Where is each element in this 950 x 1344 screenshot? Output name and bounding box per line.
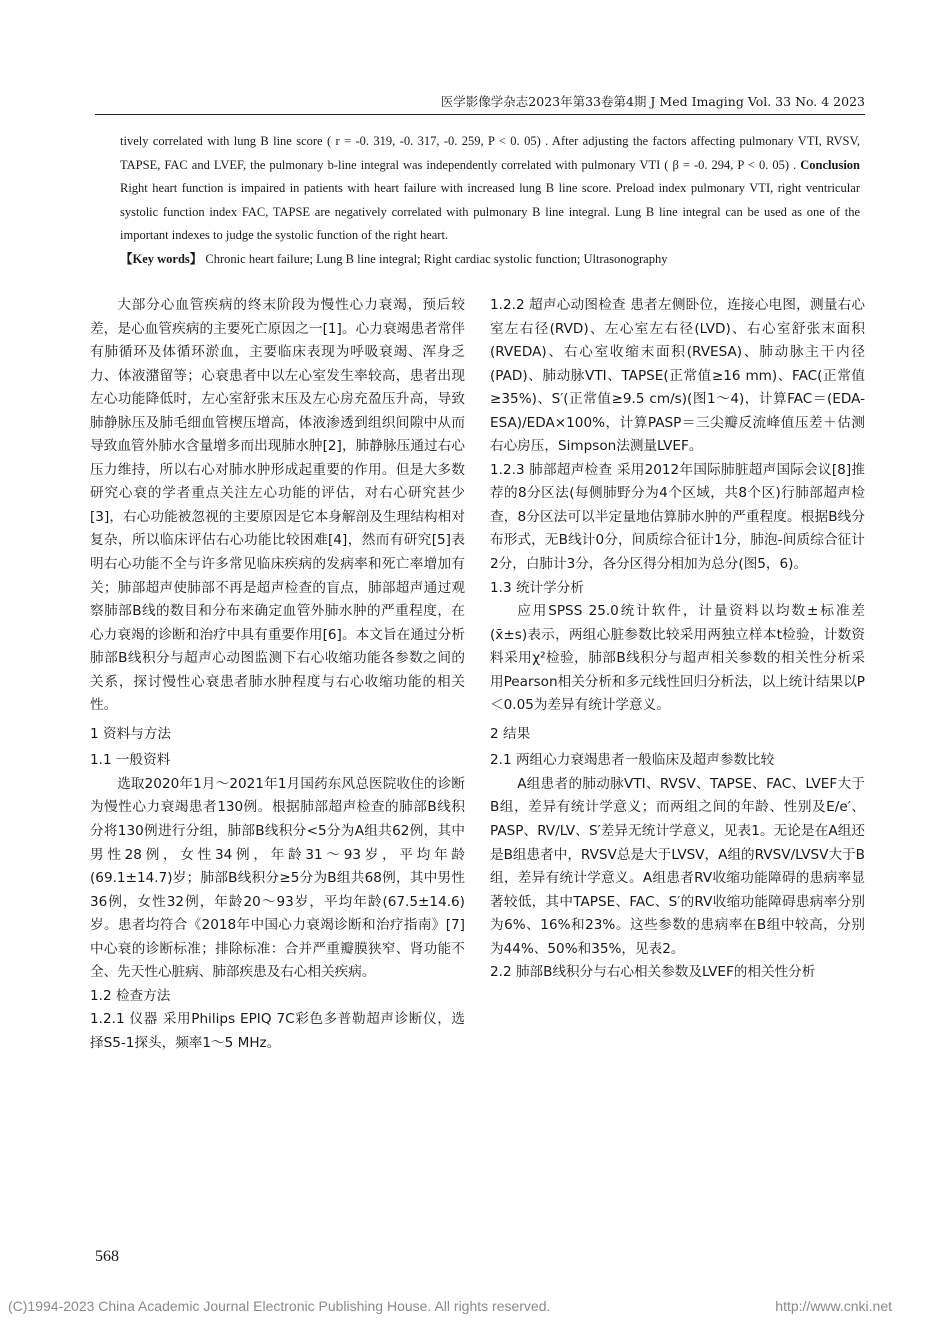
- section-1-2-heading: 1.2 检查方法: [90, 987, 171, 1004]
- english-abstract: [120, 130, 860, 271]
- copyright-text: (C)1994-2023 China Academic Journal Electronic Publishing House. All rights reserved.: [8, 1298, 551, 1314]
- keywords-text: Chronic heart failure; Lung B line integral; Right cardiac systolic function; Ultrasonography: [202, 251, 668, 266]
- cnki-link[interactable]: http://www.cnki.net: [775, 1298, 892, 1314]
- left-column: [90, 294, 465, 1056]
- conclusion-text: Right heart function is impaired in patients with heart failure with increased lung B line score. Preload index pulmonary VTI, right ventricular systolic function index FAC, TAPSE are negatively correlated with pulmonary B line integral. Lung B line integral can be used as one of the important indexes to judge the systolic function of the right heart.: [120, 181, 860, 242]
- section-1-2-1-paragraph: 1.2.1 仪器 采用Philips EPIQ 7C彩色多普勒超声诊断仪，选择S5-1探头，频率1～5 MHz。: [90, 1011, 465, 1051]
- section-1-3-heading: 1.3 统计学分析: [490, 579, 584, 596]
- section-1-heading: 1 资料与方法: [90, 725, 171, 742]
- abstract-results-text: tively correlated with lung B line score ( r = -0. 319, -0. 317, -0. 259, P < 0. 05) . After adjusting the factors affecting pulmonary VTI, RVSV, TAPSE, FAC and LVEF, the pulmonary b-line integral was independently correlated with pulmonary VTI ( β = -0. 294, P < 0. 05) .: [120, 134, 860, 172]
- section-1-2-2-paragraph: 1.2.2 超声心动图检查 患者左侧卧位，连接心电图，测量右心室左右径(RVD)、左心室左右径(LVD)、右心室舒张末面积(RVEDA)、右心室收缩末面积(RVESA)、肺动脉主干内径(PAD)、肺动脉VTI、TAPSE(正常值≥16 mm)、FAC(正常值≥35%)、S′(正常值≥9.5 cm/s)(图1～4)，计算FAC＝(EDA-ESA)/EDA×100%，计算PASP＝三尖瓣反流峰值压差＋估测右心房压，Simpson法测量LVEF。: [490, 297, 865, 455]
- right-column: [490, 294, 865, 985]
- section-1-3-paragraph: 应用SPSS 25.0统计软件，计量资料以均数±标准差(x̄±s)表示，两组心脏参数比较采用两独立样本t检验，计数资料采用χ²检验，肺部B线积分与超声相关参数的相关性分析采用Pearson相关分析和多元线性回归分析法，以上统计结果以P＜0.05为差异有统计学意义。: [490, 603, 865, 714]
- header-rule: [95, 114, 865, 115]
- section-2-2-heading: 2.2 肺部B线积分与右心相关参数及LVEF的相关性分析: [490, 964, 816, 981]
- section-1-2-3-paragraph: 1.2.3 肺部超声检查 采用2012年国际肺脏超声国际会议[8]推荐的8分区法(每侧肺野分为4个区域，共8个区)行肺部超声检查，8分区法可以半定量地估算肺水肿的严重程度。根据B线分布形式，无B线计0分，间质综合征计1分，肺泡-间质综合征计2分，白肺计3分，各分区得分相加为总分(图5，6)。: [490, 461, 865, 573]
- section-2-heading: 2 结果: [490, 725, 531, 742]
- conclusion-label: Conclusion: [800, 157, 860, 172]
- copyright-footer: [8, 1298, 942, 1314]
- running-header: 医学影像学杂志2023年第33卷第4期 J Med Imaging Vol. 33 No. 4 2023: [440, 94, 865, 109]
- section-1-1-paragraph: 选取2020年1月～2021年1月国药东风总医院收住的诊断为慢性心力衰竭患者130例。根据肺部超声检查的肺部B线积分将130例进行分组，肺部B线积分<5分为A组共62例，其中男性28例，女性34例，年龄31～93岁，平均年龄(69.1±14.7)岁；肺部B线积分≥5分为B组共68例，其中男性36例，女性32例，年龄20～93岁，平均年龄(67.5±14.6)岁。患者均符合《2018年中国心力衰竭诊断和治疗指南》[7]中心衰的诊断标准；排除标准：合并严重瓣膜狭窄、肾功能不全、先天性心脏病、肺部疾患及右心相关疾病。: [90, 775, 465, 981]
- section-2-1-paragraph: A组患者的肺动脉VTI、RVSV、TAPSE、FAC、LVEF大于B组，差异有统计学意义；而两组之间的年龄、性别及E/e′、PASP、RV/LV、S′差异无统计学意义，见表1。无论是在A组还是B组患者中，RVSV总是大于LVSV，A组的RVSV/LVSV大于B组，差异有统计学意义。A组患者RV收缩功能障碍的患病率显著较低，其中TAPSE、FAC、S′的RV收缩功能障碍患病率分别为6%、16%和23%。这些参数的患病率在B组中较高，分别为44%、50%和35%，见表2。: [490, 775, 865, 957]
- section-1-1-heading: 1.1 一般资料: [90, 752, 171, 769]
- page-number: 568: [95, 1248, 119, 1265]
- keywords-label: 【Key words】: [120, 251, 203, 266]
- section-2-1-heading: 2.1 两组心力衰竭患者一般临床及超声参数比较: [490, 752, 775, 769]
- intro-paragraph: 大部分心血管疾病的终末阶段为慢性心力衰竭，预后较差，是心血管疾病的主要死亡原因之一[1]。心力衰竭患者常伴有肺循环及体循环淤血，主要临床表现为呼吸衰竭、浑身乏力、体液潴留等；心衰患者中以左心室发生率较高，患者出现左心功能降低时，左心室舒张末压及左心房充盈压升高，导致肺静脉压及肺毛细血管楔压增高，体液渗透到组织间隙中从而导致血管外肺水含量增多而出现肺水肿[2]，肺静脉压通过右心压力维持，所以右心对肺水肿形成起重要的作用。但是大多数研究心衰的学者重点关注左心功能的评估，对右心研究甚少[3]，右心功能被忽视的主要原因是它本身解剖及生理结构相对复杂，所以临床评估右心功能比较困难[4]，然而有研究[5]表明右心功能不全与许多常见临床疾病的发病率和死亡率增加有关；肺部超声使肺部不再是超声检查的盲点，肺部超声通过观察肺部B线的数目和分布来确定血管外肺水肿的严重程度，在心力衰竭的诊断和治疗中具有重要作用[6]。本文旨在通过分析肺部B线积分与超声心动图监测下右心收缩功能各参数之间的关系，探讨慢性心衰患者肺水肿程度与右心收缩功能的相关性。: [90, 297, 465, 714]
